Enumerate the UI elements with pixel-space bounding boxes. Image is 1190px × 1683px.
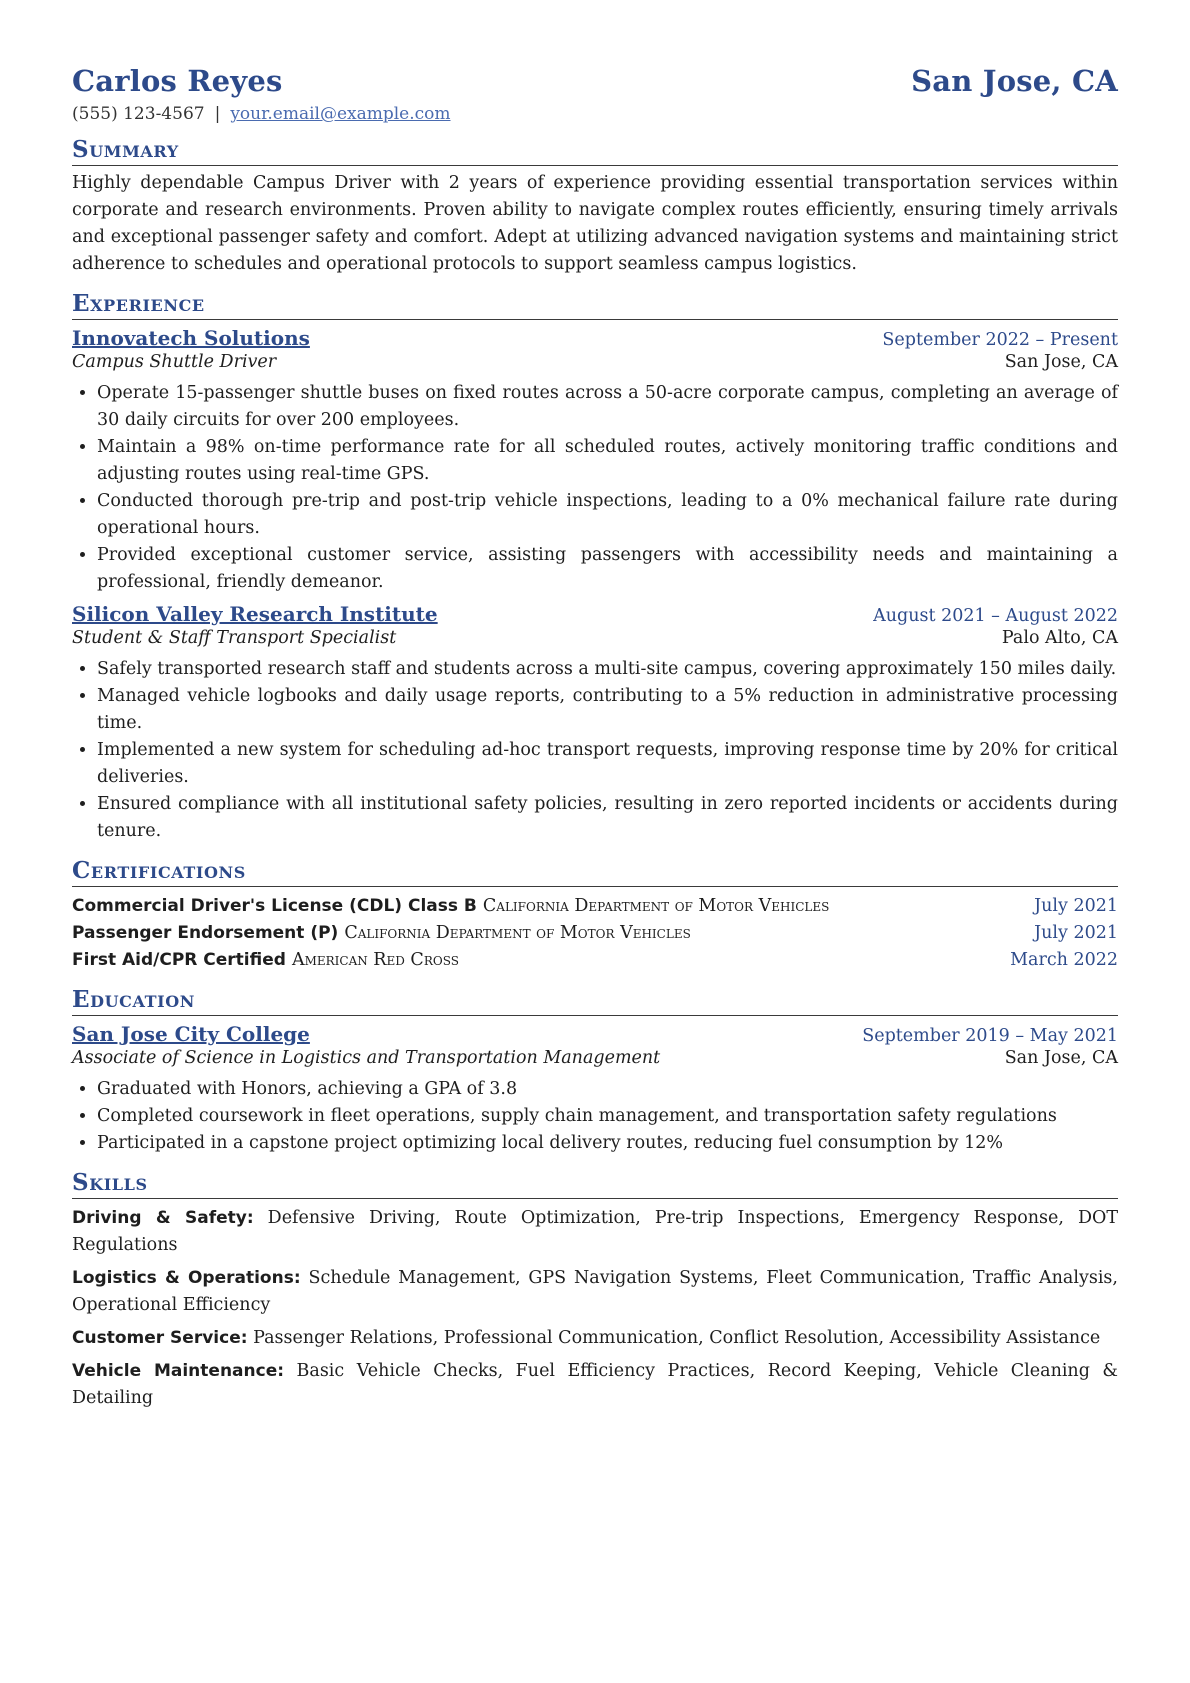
candidate-location: San Jose, CA xyxy=(911,64,1118,98)
certification-date: July 2021 xyxy=(1034,923,1118,943)
responsibility-item: • Managed vehicle logbooks and daily usage reports, contributing to a 5% reduction in administrative processing time. xyxy=(97,683,1118,737)
education-detail-list xyxy=(72,1076,1118,1157)
employer-link[interactable]: Innovatech Solutions xyxy=(72,326,310,350)
responsibility-item: • Provided exceptional customer service, assisting passengers with accessibility needs and maintaining a professional, friendly demeanor. xyxy=(97,542,1118,596)
candidate-name: Carlos Reyes xyxy=(72,64,283,98)
job-title: Student & Staff Transport Specialist xyxy=(72,628,397,648)
contact-line xyxy=(72,104,1118,124)
education-detail-item: • Participated in a capstone project optimizing local delivery routes, reducing fuel consumption by 12% xyxy=(97,1130,1118,1157)
responsibility-list xyxy=(72,656,1118,845)
email-link[interactable]: your.email@example.com xyxy=(230,104,451,124)
responsibility-item: • Maintain a 98% on-time performance rate for all scheduled routes, actively monitoring traffic conditions and adjusting routes using real-time GPS. xyxy=(97,434,1118,488)
responsibility-item: • Conducted thorough pre-trip and post-trip vehicle inspections, leading to a 0% mechanical failure rate during operational hours. xyxy=(97,488,1118,542)
certification-item xyxy=(72,920,1118,947)
responsibility-item: • Safely transported research staff and students across a multi-site campus, covering approximately 150 miles daily. xyxy=(97,656,1118,683)
experience-heading: Experience xyxy=(72,290,1118,320)
education-detail-item: • Graduated with Honors, achieving a GPA of 3.8 xyxy=(97,1076,1118,1103)
skills-heading: Skills xyxy=(72,1169,1118,1199)
responsibility-item: • Ensured compliance with all institutional safety policies, resulting in zero reported incidents or accidents during tenure. xyxy=(97,791,1118,845)
job-location: Palo Alto, CA xyxy=(1001,628,1118,648)
certification-name: Passenger Endorsement (P) xyxy=(72,923,339,943)
certification-list xyxy=(72,893,1118,974)
summary-text: Highly dependable Campus Driver with 2 years of experience providing essential transportation services within corporate and research environments. Proven ability to navigate complex routes efficiently, ensuring timely arrivals and exceptional passenger safety and comfort. Adept at utilizing advanced navigation systems and maintaining strict adherence to schedules and operational protocols to support seamless campus logistics. xyxy=(72,173,1118,274)
education-detail-item: • Completed coursework in fleet operations, supply chain management, and transportation safety regulations xyxy=(97,1103,1118,1130)
job-title: Campus Shuttle Driver xyxy=(72,352,277,372)
contact-separator: | xyxy=(214,104,221,124)
certification-date: July 2021 xyxy=(1034,896,1118,916)
employer-link[interactable]: Silicon Valley Research Institute xyxy=(72,602,438,626)
degree-title: Associate of Science in Logistics and Transportation Management xyxy=(72,1048,661,1068)
certification-name: First Aid/CPR Certified xyxy=(72,950,286,970)
employment-dates: September 2022 – Present xyxy=(882,330,1118,350)
certification-item xyxy=(72,893,1118,920)
skill-category: Driving & Safety: xyxy=(72,1208,254,1228)
summary-heading: Summary xyxy=(72,136,1118,166)
education-heading: Education xyxy=(72,986,1118,1016)
skill-group xyxy=(72,1325,1118,1352)
skill-values: Basic Vehicle Checks, Fuel Efficiency Practices, Record Keeping, Vehicle Cleaning & Detailing xyxy=(72,1361,1118,1408)
skill-values: Defensive Driving, Route Optimization, Pre-trip Inspections, Emergency Response, DOT Regulations xyxy=(72,1208,1118,1255)
certification-date: March 2022 xyxy=(1010,950,1118,970)
skill-category: Logistics & Operations: xyxy=(72,1268,301,1288)
skill-category: Customer Service: xyxy=(72,1328,248,1348)
certifications-heading: Certifications xyxy=(72,857,1118,887)
responsibility-item: • Operate 15-passenger shuttle buses on fixed routes across a 50-acre corporate campus, completing an average of 30 daily circuits for over 200 employees. xyxy=(97,380,1118,434)
education-dates: September 2019 – May 2021 xyxy=(862,1026,1118,1046)
education-entry xyxy=(72,1022,1118,1157)
skills-list xyxy=(72,1205,1118,1412)
experience-entry xyxy=(72,326,1118,596)
certification-issuer: California Department of Motor Vehicles xyxy=(344,923,691,943)
skill-values: Schedule Management, GPS Navigation Systems, Fleet Communication, Traffic Analysis, Operational Efficiency xyxy=(72,1268,1118,1315)
responsibility-list xyxy=(72,380,1118,596)
phone-number: (555) 123-4567 xyxy=(72,104,205,124)
skill-group xyxy=(72,1205,1118,1259)
skill-values: Passenger Relations, Professional Communication, Conflict Resolution, Accessibility Assistance xyxy=(253,1328,1101,1348)
job-location: San Jose, CA xyxy=(1004,352,1118,372)
responsibility-item: • Implemented a new system for scheduling ad-hoc transport requests, improving response time by 20% for critical deliveries. xyxy=(97,737,1118,791)
certification-item xyxy=(72,947,1118,974)
resume-header xyxy=(72,64,1118,98)
experience-entry xyxy=(72,602,1118,845)
certification-name: Commercial Driver's License (CDL) Class B xyxy=(72,896,477,916)
skill-group xyxy=(72,1358,1118,1412)
school-location: San Jose, CA xyxy=(1004,1048,1118,1068)
school-link[interactable]: San Jose City College xyxy=(72,1022,310,1046)
skill-group xyxy=(72,1265,1118,1319)
certification-issuer: California Department of Motor Vehicles xyxy=(482,896,830,916)
certification-issuer: American Red Cross xyxy=(291,950,459,970)
employment-dates: August 2021 – August 2022 xyxy=(873,606,1118,626)
skill-category: Vehicle Maintenance: xyxy=(72,1361,285,1381)
